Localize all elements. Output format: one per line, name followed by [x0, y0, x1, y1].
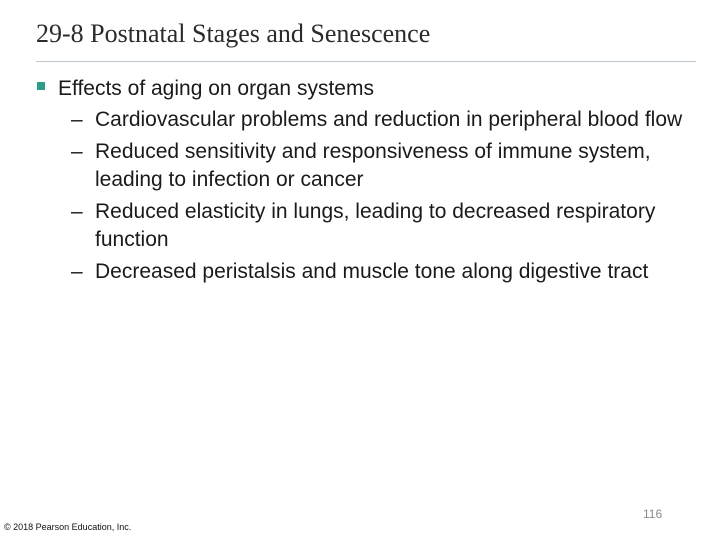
sub-bullet-text: Reduced sensitivity and responsiveness of immune system, leading to infection or cancer: [95, 139, 651, 191]
dash-marker: –: [71, 108, 83, 131]
main-bullet: [36, 74, 686, 103]
title-divider: [36, 61, 696, 62]
sub-bullet-immune: [36, 138, 686, 195]
square-bullet-icon: [37, 82, 45, 90]
dash-marker: –: [71, 199, 83, 223]
copyright-notice: © 2018 Pearson Education, Inc.: [4, 522, 132, 532]
page-number: 116: [643, 507, 663, 521]
main-bullet-text: Effects of aging on organ systems: [58, 77, 374, 100]
sub-bullet-digestive: [36, 258, 686, 287]
sub-bullet-cardiovascular: [36, 106, 686, 135]
dash-marker: –: [71, 139, 83, 163]
sub-bullet-text: Reduced elasticity in lungs, leading to decreased respiratory function: [95, 199, 656, 251]
slide-title: 29-8 Postnatal Stages and Senescence: [36, 19, 431, 48]
sub-bullet-list: [36, 106, 686, 286]
sub-bullet-text: Cardiovascular problems and reduction in peripheral blood flow: [95, 108, 683, 131]
sub-bullet-text: Decreased peristalsis and muscle tone along digestive tract: [95, 259, 649, 283]
slide-body: [36, 74, 686, 289]
sub-bullet-respiratory: [36, 198, 686, 255]
dash-marker: –: [71, 259, 83, 283]
